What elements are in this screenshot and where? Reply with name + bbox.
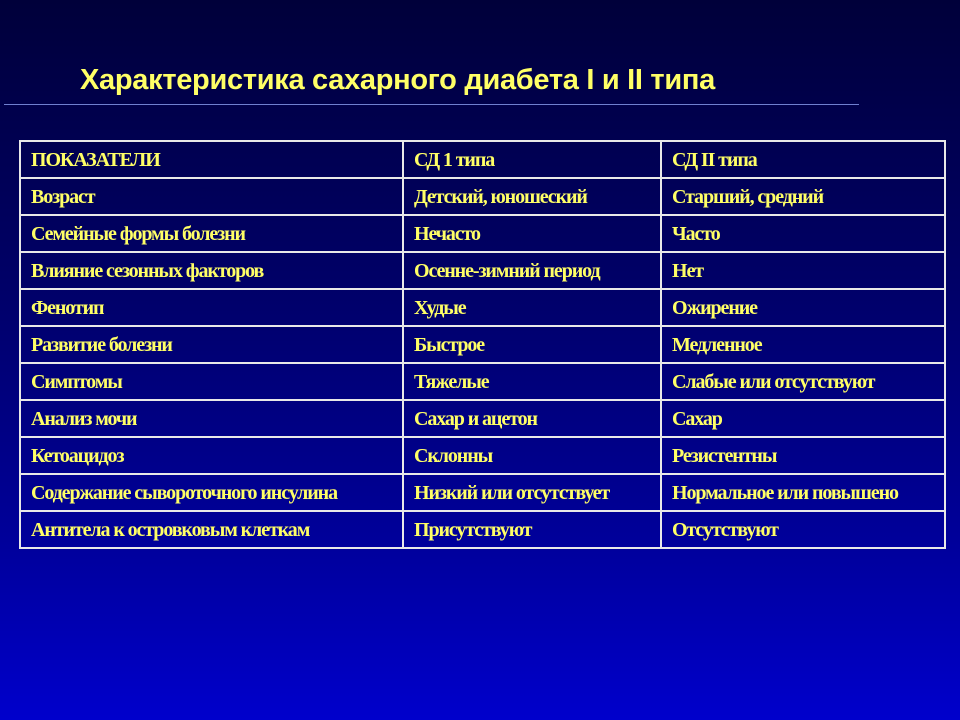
table-row [20,178,945,215]
row-label: Возраст [20,178,403,215]
row-label: Кетоацидоз [20,437,403,474]
table-row [20,511,945,548]
type1-value: Худые [403,289,661,326]
type2-value: Сахар [661,400,945,437]
type1-value: Детский, юношеский [403,178,661,215]
table-row [20,400,945,437]
table-row [20,289,945,326]
type2-value: Резистентны [661,437,945,474]
slide-title: Характеристика сахарного диабета I и II типа [80,64,715,96]
type2-value: Ожирение [661,289,945,326]
row-label: Развитие болезни [20,326,403,363]
type2-value: Медленное [661,326,945,363]
type2-value: Слабые или отсутствуют [661,363,945,400]
table-row [20,437,945,474]
row-label: Содержание сывороточного инсулина [20,474,403,511]
type1-value: Нечасто [403,215,661,252]
row-label: Семейные формы болезни [20,215,403,252]
row-label: Влияние сезонных факторов [20,252,403,289]
table-header-row [20,141,945,178]
comparison-table [19,140,946,549]
type1-value: Низкий или отсутствует [403,474,661,511]
title-underline [4,104,859,105]
table-row [20,252,945,289]
header-type1: СД 1 типа [403,141,661,178]
table-row [20,326,945,363]
table-row [20,363,945,400]
row-label: Антитела к островковым клеткам [20,511,403,548]
type1-value: Осенне-зимний период [403,252,661,289]
header-type2: СД II типа [661,141,945,178]
header-indicators: ПОКАЗАТЕЛИ [20,141,403,178]
type2-value: Отсутствуют [661,511,945,548]
type2-value: Нет [661,252,945,289]
type1-value: Склонны [403,437,661,474]
type2-value: Старший, средний [661,178,945,215]
row-label: Симптомы [20,363,403,400]
table-row [20,474,945,511]
type2-value: Нормальное или повышено [661,474,945,511]
row-label: Анализ мочи [20,400,403,437]
type1-value: Сахар и ацетон [403,400,661,437]
row-label: Фенотип [20,289,403,326]
type1-value: Быстрое [403,326,661,363]
type1-value: Присутствуют [403,511,661,548]
type2-value: Часто [661,215,945,252]
table-row [20,215,945,252]
type1-value: Тяжелые [403,363,661,400]
comparison-table-container [19,140,944,549]
